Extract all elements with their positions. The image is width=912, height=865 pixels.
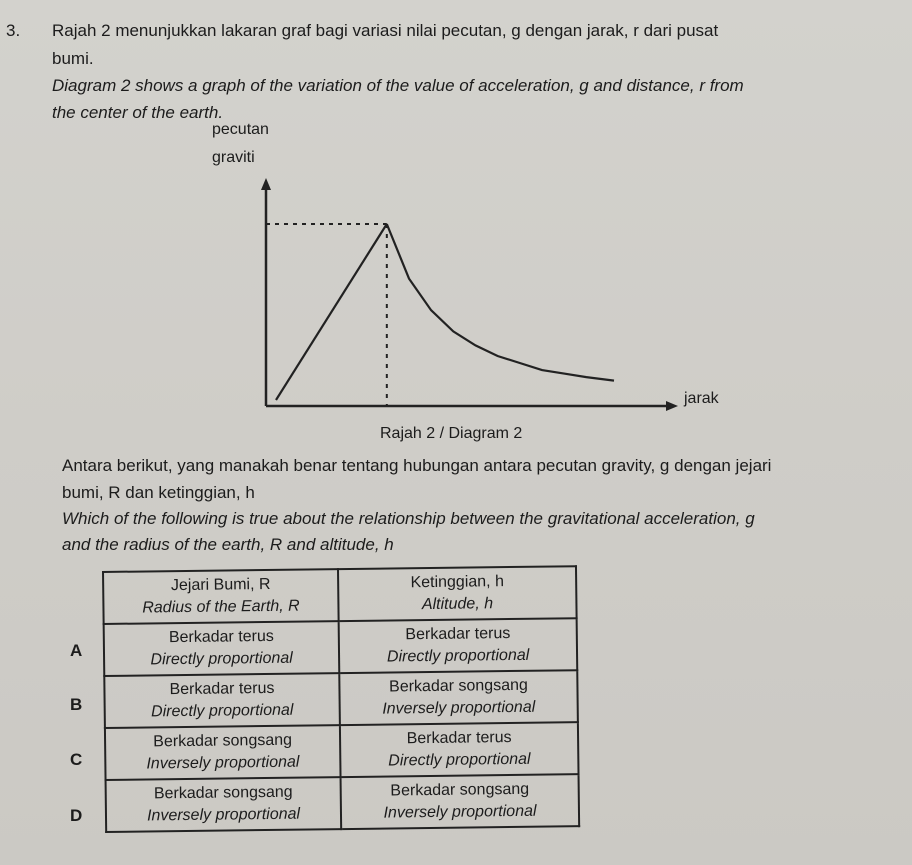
header-radius <box>103 569 339 624</box>
option-b-altitude <box>339 670 578 725</box>
header-radius-malay: Jejari Bumi, R <box>170 575 271 595</box>
option-letter-b[interactable]: B <box>70 695 83 714</box>
header-altitude-malay: Ketinggian, h <box>410 573 505 592</box>
option-d-altitude-malay: Berkadar songsang <box>390 780 530 800</box>
option-c-altitude <box>340 722 579 777</box>
option-a-altitude <box>339 618 578 673</box>
prompt-text-malay-2: bumi, R dan ketinggian, h <box>62 483 255 502</box>
diagram-caption: Rajah 2 / Diagram 2 <box>380 425 523 442</box>
option-a-radius <box>104 621 340 676</box>
question-text-english-1: Diagram 2 shows a graph of the variation of the value of acceleration, g and distance, r from <box>52 76 744 95</box>
option-d-radius-english: Inversely proportional <box>146 805 301 825</box>
option-b-altitude-english: Inversely proportional <box>382 698 536 718</box>
question-text-english-2: the center of the earth. <box>52 103 224 122</box>
option-letter-c[interactable]: C <box>70 750 83 769</box>
curve-outside-earth <box>387 224 614 381</box>
option-c-radius-english: Inversely proportional <box>146 753 300 773</box>
y-axis-label-line2: graviti <box>212 149 255 166</box>
option-row-b[interactable] <box>104 670 578 728</box>
header-altitude-english: Altitude, h <box>421 595 494 614</box>
x-axis-arrowhead <box>666 401 678 411</box>
option-b-altitude-malay: Berkadar songsang <box>388 676 528 696</box>
diagram-graph <box>190 120 750 440</box>
option-b-radius <box>104 673 340 728</box>
question-number: 3. <box>6 21 21 40</box>
answer-options-table <box>102 565 580 833</box>
table-header-row <box>103 566 577 624</box>
option-d-radius <box>106 777 342 832</box>
option-c-radius <box>105 725 341 780</box>
option-d-radius-malay: Berkadar songsang <box>153 783 293 803</box>
option-a-radius-english: Directly proportional <box>150 649 293 669</box>
option-b-radius-malay: Berkadar terus <box>169 679 275 699</box>
option-d-altitude <box>341 774 580 829</box>
y-axis-arrowhead <box>261 178 271 190</box>
option-row-d[interactable] <box>106 774 580 832</box>
option-c-altitude-english: Directly proportional <box>388 750 531 770</box>
option-letter-a[interactable]: A <box>70 641 83 660</box>
curve-inside-earth <box>276 224 387 400</box>
option-b-radius-english: Directly proportional <box>151 701 294 721</box>
option-row-a[interactable] <box>104 618 578 676</box>
option-a-altitude-english: Directly proportional <box>386 646 530 666</box>
option-letter-d[interactable]: D <box>70 806 83 825</box>
option-row-c[interactable] <box>105 722 579 780</box>
question-text-malay-2: bumi. <box>52 49 94 68</box>
option-a-radius-malay: Berkadar terus <box>168 627 274 647</box>
prompt-text-english-1: Which of the following is true about the relationship between the gravitational acceleration, g <box>62 509 755 528</box>
header-altitude <box>338 566 577 621</box>
option-a-altitude-malay: Berkadar terus <box>405 625 511 644</box>
header-radius-english: Radius of the Earth, R <box>142 597 300 617</box>
option-d-altitude-english: Inversely proportional <box>383 802 537 822</box>
prompt-text-malay-1: Antara berikut, yang manakah benar tentang hubungan antara pecutan gravity, g dengan jejari <box>62 456 772 475</box>
x-axis-label: jarak <box>684 390 719 407</box>
y-axis-label-line1: pecutan <box>212 121 269 138</box>
question-text-malay-1: Rajah 2 menunjukkan lakaran graf bagi variasi nilai pecutan, g dengan jarak, r dari pusat <box>52 21 719 40</box>
option-c-altitude-malay: Berkadar terus <box>406 729 512 748</box>
prompt-text-english-2: and the radius of the earth, R and altitude, h <box>62 535 394 554</box>
option-c-radius-malay: Berkadar songsang <box>153 731 293 751</box>
